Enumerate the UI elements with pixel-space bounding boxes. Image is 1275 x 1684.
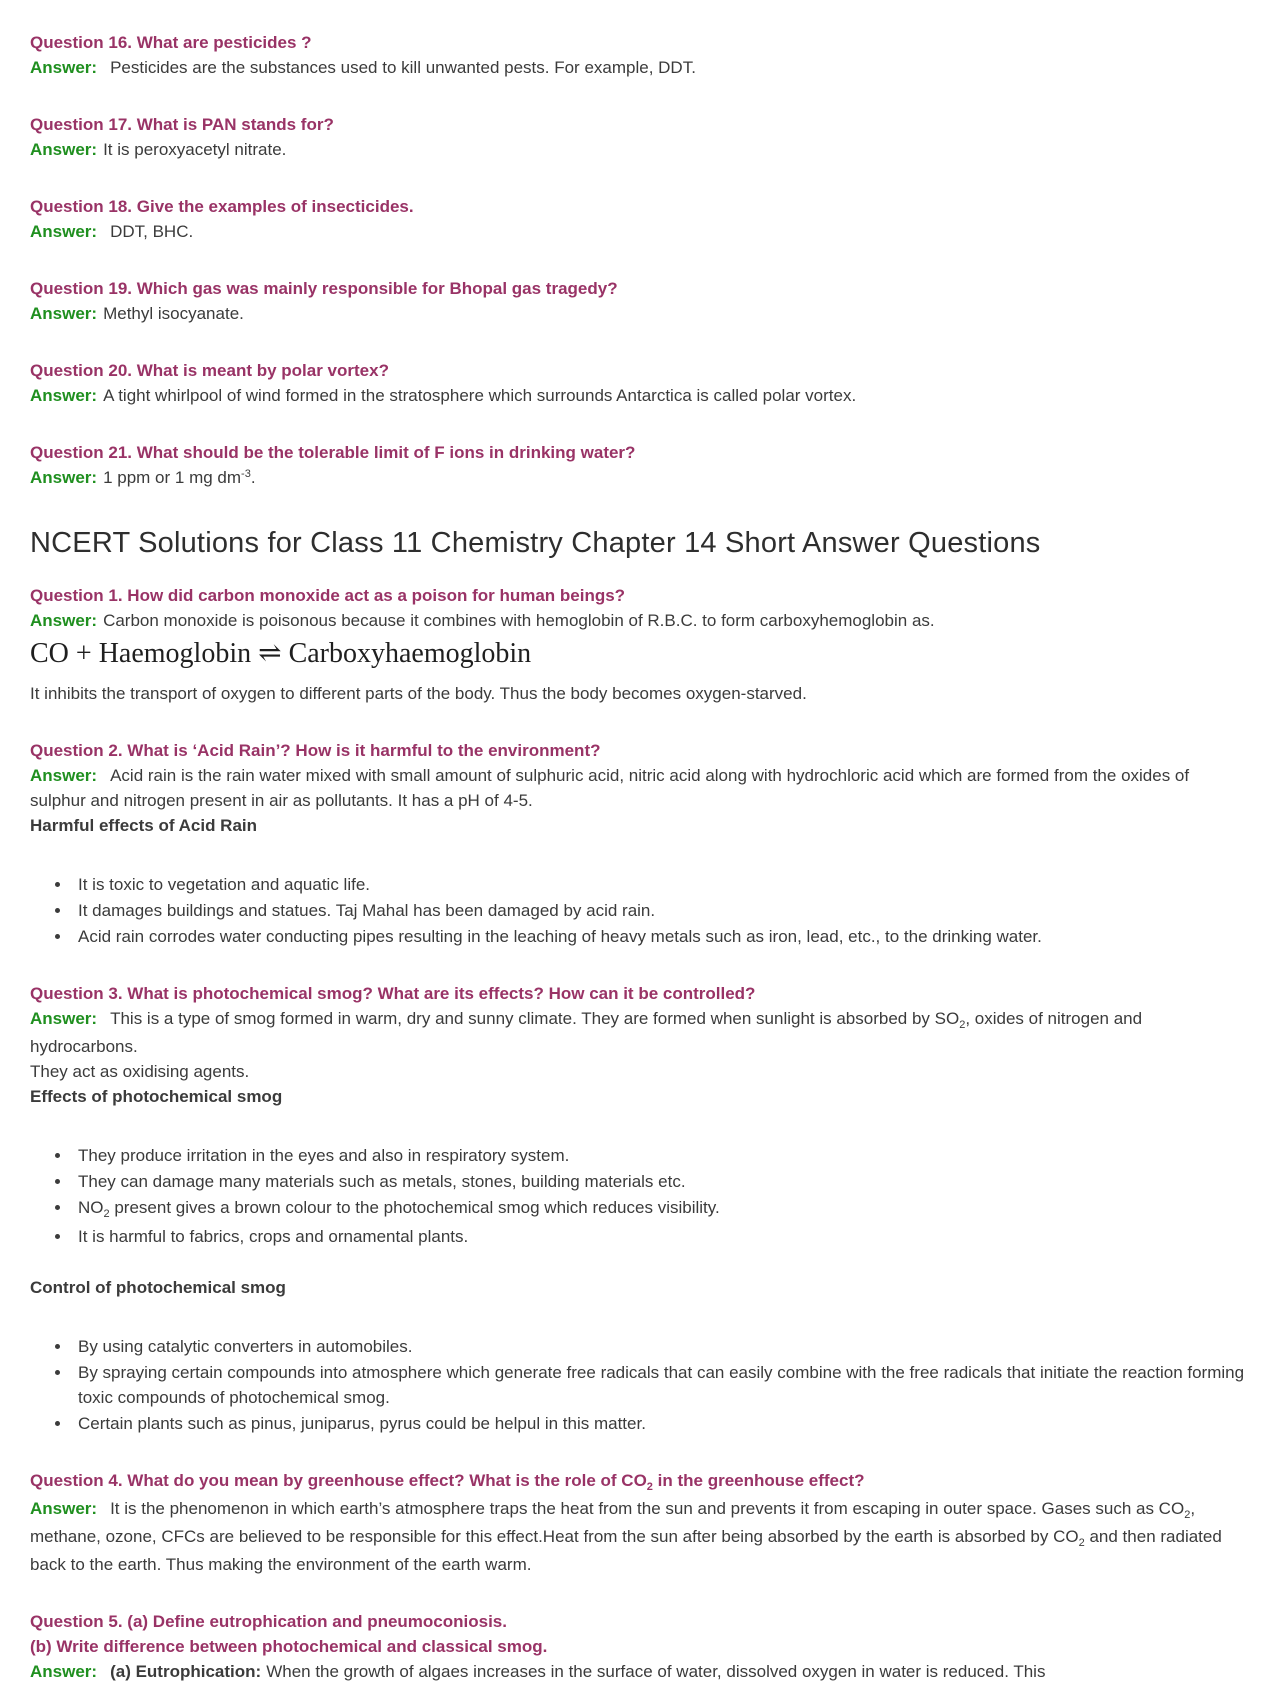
answer-label: Answer: xyxy=(30,468,98,487)
answer-term-bold: (a) Eutrophication: xyxy=(110,1662,262,1681)
answer-paragraph xyxy=(30,1496,1245,1577)
subscript: 2 xyxy=(959,1019,966,1031)
answer-label: Answer: xyxy=(30,1499,98,1518)
question-text: Question 17. What is PAN stands for? xyxy=(30,115,334,134)
qa-block-2 xyxy=(30,738,1245,949)
harmful-effects-heading: Harmful effects of Acid Rain xyxy=(30,816,258,835)
bullet-list xyxy=(30,1334,1245,1436)
answer-text: It is peroxyacetyl nitrate. xyxy=(103,140,287,159)
answer-label: Answer: xyxy=(30,611,98,630)
subscript: 2 xyxy=(1184,1509,1191,1521)
question-text: Question 5. (a) Define eutrophication and pneumoconiosis. xyxy=(30,1612,507,1631)
subscript: 2 xyxy=(646,1481,653,1493)
document-page xyxy=(30,30,1245,1684)
qa-block-5 xyxy=(30,1609,1245,1684)
question-heading xyxy=(30,1468,1245,1496)
question-heading xyxy=(30,1609,1245,1634)
answer-paragraph xyxy=(30,55,1245,80)
answer-label: Answer: xyxy=(30,766,98,785)
answer-text: This is a type of smog formed in warm, dry and sunny climate. They are formed when sunlight is absorbed by SO xyxy=(110,1009,960,1028)
answer-text: It is the phenomenon in which earth’s atmosphere traps the heat from the sun and prevents it from escaping in outer space. Gases such as CO xyxy=(110,1499,1185,1518)
question-heading xyxy=(30,358,1245,383)
question-heading xyxy=(30,738,1245,763)
qa-block-20 xyxy=(30,358,1245,408)
chemical-equation: CO + Haemoglobin ⇌ Carboxyhaemoglobin xyxy=(30,638,532,669)
answer-text: Carbon monoxide is poisonous because it combines with hemoglobin of R.B.C. to form carboxyhemoglobin as. xyxy=(103,611,935,630)
list-item: • By using catalytic converters in automobiles. xyxy=(72,1334,1245,1359)
question-heading-line2 xyxy=(30,1634,1245,1659)
answer-text: Acid rain is the rain water mixed with small amount of sulphuric acid, nitric acid along with hydrochloric acid which are formed from the oxides of sulphur and nitrogen present in air as pollutants. It has a pH of 4-5. xyxy=(30,766,1190,810)
answer-label: Answer: xyxy=(30,304,98,323)
answer-text-end: . xyxy=(250,468,256,487)
question-heading xyxy=(30,276,1245,301)
question-text: Question 16. What are pesticides ? xyxy=(30,33,312,52)
answer-label: Answer: xyxy=(30,58,98,77)
list-item: • By spraying certain compounds into atmosphere which generate free radicals that can easily combine with the free radicals that initiate the reaction forming toxic compounds of photochemical smog. xyxy=(72,1360,1245,1410)
answer-label: Answer: xyxy=(30,222,98,241)
control-of-smog-heading: Control of photochemical smog xyxy=(30,1278,286,1297)
list-item: • It is harmful to fabrics, crops and ornamental plants. xyxy=(72,1224,1245,1249)
question-heading xyxy=(30,440,1245,465)
answer-text-mid: , methane, ozone, CFCs are believed to be responsible for this effect.Heat from the sun after being absorbed by the earth is absorbed by CO xyxy=(30,1499,1196,1546)
answer-text: A tight whirlpool of wind formed in the stratosphere which surrounds Antarctica is called polar vortex. xyxy=(103,386,857,405)
bullet-text-end: present gives a brown colour to the photochemical smog which reduces visibility. xyxy=(109,1198,720,1217)
qa-block-17 xyxy=(30,112,1245,162)
question-text: Question 19. Which gas was mainly responsible for Bhopal gas tragedy? xyxy=(30,279,618,298)
question-text: Question 1. How did carbon monoxide act as a poison for human beings? xyxy=(30,586,626,605)
answer-paragraph xyxy=(30,1659,1245,1684)
answer-paragraph xyxy=(30,608,1245,633)
superscript: -3 xyxy=(241,468,251,480)
answer-paragraph xyxy=(30,219,1245,244)
effects-of-smog-heading: Effects of photochemical smog xyxy=(30,1087,283,1106)
question-text: Question 4. What do you mean by greenhouse effect? What is the role of CO xyxy=(30,1471,647,1490)
qa-block-4 xyxy=(30,1468,1245,1577)
qa-block-1 xyxy=(30,583,1245,706)
qa-block-19 xyxy=(30,276,1245,326)
answer-label: Answer: xyxy=(30,1009,98,1028)
answer-label: Answer: xyxy=(30,1662,98,1681)
subscript: 2 xyxy=(103,1208,110,1220)
qa-block-21 xyxy=(30,440,1245,493)
qa-block-18 xyxy=(30,194,1245,244)
list-item: • Acid rain corrodes water conducting pipes resulting in the leaching of heavy metals such as iron, lead, etc., to the drinking water. xyxy=(72,924,1245,949)
list-item: • It damages buildings and statues. Taj Mahal has been damaged by acid rain. xyxy=(72,898,1245,923)
question-text-end: in the greenhouse effect? xyxy=(652,1471,865,1490)
question-text: Question 21. What should be the tolerable limit of F ions in drinking water? xyxy=(30,443,636,462)
question-text: Question 18. Give the examples of insecticides. xyxy=(30,197,414,216)
answer-paragraph xyxy=(30,301,1245,326)
subscript: 2 xyxy=(1078,1537,1085,1549)
answer-line: They act as oxidising agents. xyxy=(30,1062,250,1081)
answer-paragraph xyxy=(30,763,1245,813)
qa-block-3 xyxy=(30,981,1245,1436)
question-heading xyxy=(30,112,1245,137)
bullet-list xyxy=(30,872,1245,949)
answer-note: It inhibits the transport of oxygen to different parts of the body. Thus the body becomes oxygen-starved. xyxy=(30,684,807,703)
answer-text: 1 ppm or 1 mg dm xyxy=(103,468,242,487)
list-item: • Certain plants such as pinus, juniparus, pyrus could be helpul in this matter. xyxy=(72,1411,1245,1436)
answer-text: DDT, BHC. xyxy=(110,222,194,241)
question-heading xyxy=(30,583,1245,608)
question-heading xyxy=(30,194,1245,219)
answer-paragraph xyxy=(30,1006,1245,1059)
list-item: • It is toxic to vegetation and aquatic life. xyxy=(72,872,1245,897)
bullet-list xyxy=(30,1143,1245,1249)
question-text: (b) Write difference between photochemical and classical smog. xyxy=(30,1637,548,1656)
answer-text: When the growth of algaes increases in the surface of water, dissolved oxygen in water is reduced. This xyxy=(266,1662,1046,1681)
answer-paragraph xyxy=(30,137,1245,162)
answer-label: Answer: xyxy=(30,140,98,159)
answer-text-end: and then radiated back to the earth. Thus making the environment of the earth warm. xyxy=(30,1527,1222,1574)
question-heading xyxy=(30,30,1245,55)
list-item: • They can damage many materials such as metals, stones, building materials etc. xyxy=(72,1169,1245,1194)
answer-text: Methyl isocyanate. xyxy=(103,304,244,323)
page-title: NCERT Solutions for Class 11 Chemistry Chapter 14 Short Answer Questions xyxy=(30,527,1041,559)
bullet-text: NO xyxy=(78,1198,104,1217)
question-heading xyxy=(30,981,1245,1006)
answer-label: Answer: xyxy=(30,386,98,405)
question-text: Question 2. What is ‘Acid Rain’? How is it harmful to the environment? xyxy=(30,741,601,760)
qa-block-16 xyxy=(30,30,1245,80)
list-item xyxy=(72,1195,1245,1223)
answer-text: Pesticides are the substances used to kill unwanted pests. For example, DDT. xyxy=(110,58,696,77)
answer-paragraph xyxy=(30,465,1245,493)
answer-text-end: , oxides of nitrogen and hydrocarbons. xyxy=(30,1009,1143,1056)
answer-paragraph xyxy=(30,383,1245,408)
question-text: Question 3. What is photochemical smog? What are its effects? How can it be controlled? xyxy=(30,984,756,1003)
question-text: Question 20. What is meant by polar vortex? xyxy=(30,361,389,380)
list-item: • They produce irritation in the eyes and also in respiratory system. xyxy=(72,1143,1245,1168)
